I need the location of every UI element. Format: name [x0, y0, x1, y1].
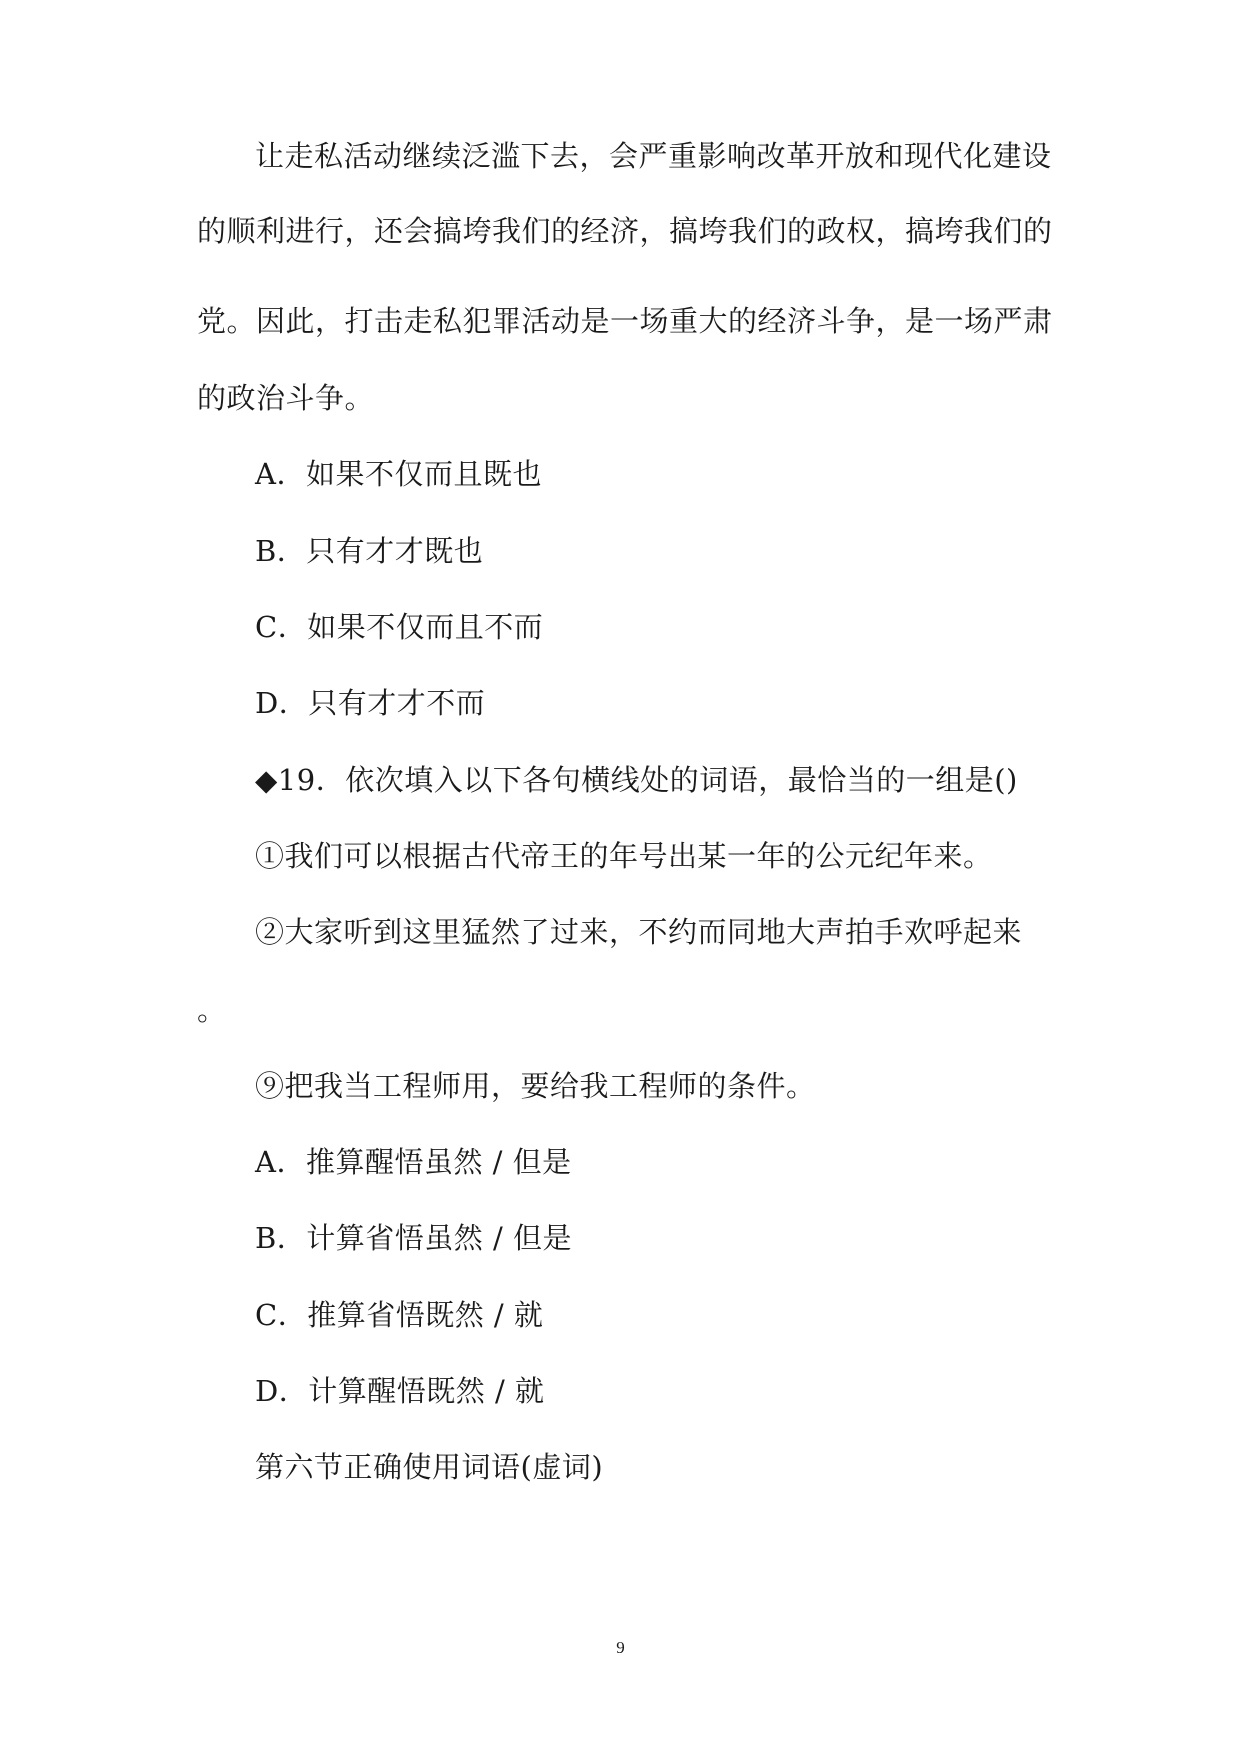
q19-option-a: A．推算醒悟虽然 / 但是 [255, 1145, 572, 1179]
passage-line-2: 的顺利进行，还会搞垮我们的经济，搞垮我们的政权，搞垮我们的 [197, 214, 1053, 248]
q19-sentence-2: ②大家听到这里猛然了过来，不约而同地大声拍手欢呼起来 [255, 915, 1023, 949]
page-number: 9 [616, 1638, 625, 1657]
q19-sentence-2-end: 。 [197, 993, 227, 1027]
q18-option-a: A．如果不仅而且既也 [255, 457, 542, 491]
q19-option-d: D．计算醒悟既然 / 就 [255, 1374, 545, 1408]
q19-sentence-3: ⑨把我当工程师用，要给我工程师的条件。 [255, 1069, 816, 1103]
q19-option-b: B．计算省悟虽然 / 但是 [255, 1221, 573, 1255]
q18-option-b: B．只有才才既也 [255, 534, 484, 568]
q18-option-c: C．如果不仅而且不而 [255, 610, 544, 644]
q18-option-d: D．只有才才不而 [255, 686, 486, 720]
q19-prompt: ◆19．依次填入以下各句横线处的词语，最恰当的一组是() [255, 763, 1018, 797]
passage-line-4: 的政治斗争。 [197, 381, 375, 415]
section-title: 第六节正确使用词语(虚词) [255, 1450, 604, 1484]
q19-option-c: C．推算省悟既然 / 就 [255, 1298, 544, 1332]
passage-line-1: 让走私活动继续泛滥下去，会严重影响改革开放和现代化建设 [255, 139, 1052, 173]
q19-sentence-1: ①我们可以根据古代帝王的年号出某一年的公元纪年来。 [255, 839, 993, 873]
passage-line-3: 党。因此，打击走私犯罪活动是一场重大的经济斗争，是一场严肃 [197, 304, 1053, 338]
